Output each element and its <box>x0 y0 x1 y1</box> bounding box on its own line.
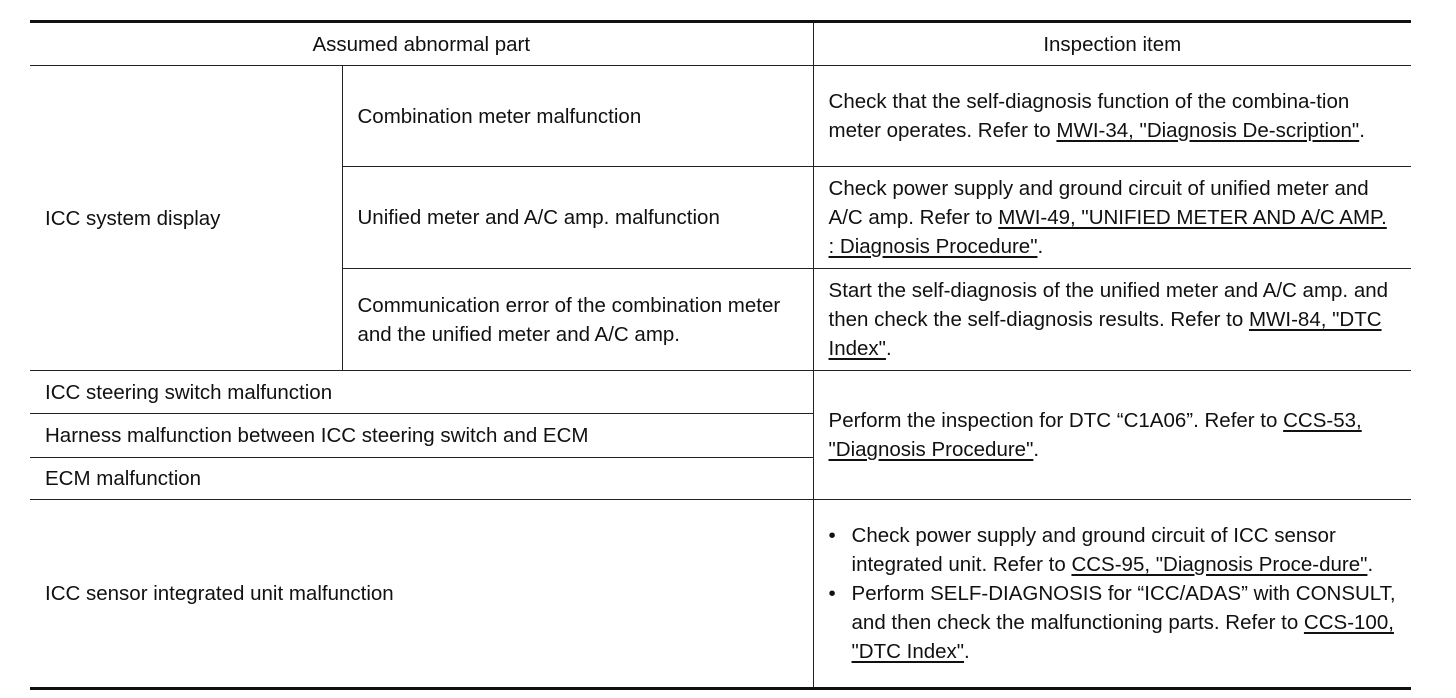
inspection-text-end: . <box>1359 119 1365 142</box>
combination-meter-malfunction-cell: Combination meter malfunction <box>342 66 813 167</box>
reference-link-ccs-100[interactable]: CCS-100, "DTC Index" <box>851 611 1394 663</box>
bullet-text <box>852 521 1398 579</box>
bullet-item <box>829 579 1398 666</box>
inspection-table <box>30 20 1411 690</box>
inspection-text: Check that the self-diagnosis function of the combina-tion meter operates. Refer to <box>828 90 1350 142</box>
harness-malfunction-cell: Harness malfunction between ICC steering switch and ECM <box>30 414 813 458</box>
reference-link-mwi-34[interactable]: MWI-34, "Diagnosis De-scription" <box>1056 119 1360 142</box>
bullet-text <box>852 579 1398 666</box>
inspection-text: Check power supply and ground circuit of unified meter and A/C amp. Refer to <box>828 177 1369 229</box>
icc-system-display-cell: ICC system display <box>30 66 342 371</box>
inspection-text: Perform the inspection for DTC “C1A06”. Refer to <box>828 409 1284 432</box>
sensor-inspection-cell <box>813 500 1411 689</box>
unified-meter-inspection-cell <box>813 167 1411 269</box>
inspection-text: Start the self-diagnosis of the unified meter and A/C amp. and then check the self-diagnosis results. Refer to <box>828 279 1389 331</box>
inspection-text-end: . <box>885 337 892 360</box>
inspection-text-end: . <box>1033 438 1040 461</box>
inspection-text-end: . <box>964 640 970 663</box>
header-assumed-abnormal-part: Assumed abnormal part <box>30 22 813 66</box>
header-inspection-item: Inspection item <box>813 22 1411 66</box>
reference-link-mwi-84[interactable]: MWI-84, "DTC Index" <box>828 308 1382 360</box>
inspection-text-end: . <box>1367 553 1374 576</box>
combination-meter-inspection-cell <box>813 66 1411 167</box>
steering-inspection-cell <box>813 371 1411 500</box>
unified-meter-malfunction-cell: Unified meter and A/C amp. malfunction <box>342 167 813 269</box>
icc-sensor-malfunction-cell: ICC sensor integrated unit malfunction <box>30 500 813 689</box>
reference-link-ccs-95[interactable]: CCS-95, "Diagnosis Proce-dure" <box>1071 553 1368 576</box>
bullet-glyph: • <box>828 524 836 547</box>
reference-link-mwi-49[interactable]: MWI-49, "UNIFIED METER AND A/C AMP. : Diagnosis Procedure" <box>828 206 1387 258</box>
icc-steering-switch-malfunction-cell: ICC steering switch malfunction <box>30 371 813 414</box>
ecm-malfunction-cell: ECM malfunction <box>30 458 813 500</box>
reference-link-ccs-53[interactable]: CCS-53, "Diagnosis Procedure" <box>828 409 1362 461</box>
inspection-text: Check power supply and ground circuit of ICC sensor integrated unit. Refer to <box>851 524 1336 576</box>
bullet-glyph: • <box>828 582 836 605</box>
inspection-text-end: . <box>1037 235 1044 258</box>
inspection-text: Perform SELF-DIAGNOSIS for “ICC/ADAS” with CONSULT, and then check the malfunctioning parts. Refer to <box>851 582 1396 634</box>
communication-error-inspection-cell <box>813 269 1411 371</box>
communication-error-cell: Communication error of the combination meter and the unified meter and A/C amp. <box>342 269 813 371</box>
bullet-item <box>829 521 1398 579</box>
